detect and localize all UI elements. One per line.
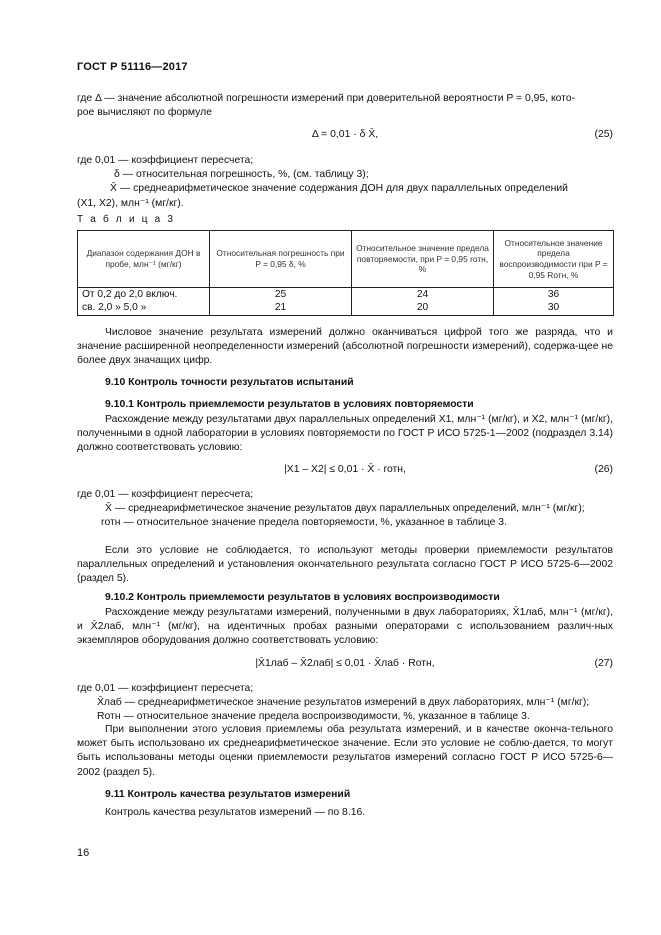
- formula-27-expression: |X̄1лаб – X̄2лаб| ≤ 0,01 · X̄лаб · Rотн,: [255, 658, 435, 669]
- formula-25-expression: Δ = 0,01 · δ X̄,: [311, 129, 379, 140]
- formula-27-number: (27): [594, 658, 613, 669]
- document-header: ГОСТ Р 51116—2017: [77, 61, 188, 73]
- reproducibility-paragraph: Расхождение между результатами измерений, полученными в двух лабораториях, X̄1лаб, млн⁻¹ (мг/кг), и X̄2лаб, млн⁻¹ (мг/кг), на идентичных пробах разными операторами с использованием различ-ных экземпляров оборудования должно соответствовать условию:: [77, 607, 613, 647]
- formula-26-definitions: [77, 488, 613, 531]
- def-lab-mean: X̄лаб — среднеарифметическое значение результатов измерений в двух лабораториях, млн⁻¹ (мг/кг);: [97, 697, 590, 709]
- def-mean-cont: (X1, X2), млн⁻¹ (мг/кг).: [77, 197, 184, 209]
- rounding-paragraph: Числовое значение результата измерений должно оканчиваться цифрой того же разряда, что и значение расширенной неопределенности измерений (абсолютной погрешности измерений), содержа-щее не более двух значащих цифр.: [77, 327, 613, 367]
- table-header-row: [78, 231, 614, 288]
- intro-line-1: где Δ — значение абсолютной погрешности измерений при доверительной вероятности P = 0,95, кото-: [77, 93, 576, 104]
- intro-paragraph: [77, 92, 613, 120]
- section-9-10-1-heading: 9.10.1 Контроль приемлемости результатов в условиях повторяемости: [105, 399, 474, 410]
- page-number: 16: [77, 847, 90, 859]
- formula-26-number: (26): [594, 464, 613, 475]
- def-mean: X̄ — среднеарифметическое значение содержания ДОН для двух параллельных определений: [110, 183, 568, 195]
- section-9-11-heading: 9.11 Контроль качества результатов измерений: [105, 789, 351, 800]
- quality-control-paragraph: Контроль качества результатов измерений — по 8.16.: [105, 807, 366, 818]
- section-9-10-2-heading: 9.10.2 Контроль приемлемости результатов в условиях воспроизводимости: [105, 592, 500, 603]
- table-cell-repeatability: 24 20: [352, 288, 494, 316]
- table-header-repeatability: Относительное значение предела повторяемости, при P = 0,95 rотн, %: [352, 231, 494, 288]
- def-coefficient: где 0,01 — коэффициент пересчета;: [77, 489, 254, 500]
- table-cell-reproducibility: 36 30: [494, 288, 614, 316]
- table-header-range: Диапазон содержания ДОН в пробе, млн⁻¹ (мг/кг): [78, 231, 210, 288]
- table-row: [78, 288, 614, 316]
- def-repeatability-limit: rотн — относительное значение предела повторяемости, %, указанное в таблице 3.: [101, 517, 507, 529]
- def-mean: X̄ — среднеарифметическое значение результатов двух параллельных определений, млн⁻¹ (мг/кг);: [105, 503, 585, 515]
- repeatability-failure-paragraph: Если это условие не соблюдается, то используют методы проверки приемлемости результатов параллельных определений и установления окончательного результата согласно ГОСТ Р ИСО 5725-6—2002 (раздел 5).: [77, 545, 613, 585]
- repeatability-paragraph: Расхождение между результатами двух параллельных определений X1, млн⁻¹ (мг/кг), и X2, млн⁻¹ (мг/кг), полученными в одной лаборатории в условиях повторяемости по ГОСТ Р ИСО 5725-1—2002 (подраздел 3.14) должно соответствовать условию:: [77, 414, 613, 454]
- def-reproducibility-limit: Rотн — относительное значение предела воспроизводимости, %, указанное в таблице 3.: [97, 711, 530, 723]
- formula-26-expression: |X1 – X2| ≤ 0,01 · X̄ · rотн,: [284, 464, 406, 475]
- def-delta: δ — относительная погрешность, %, (см. таблицу 3);: [114, 169, 369, 181]
- table-3: [77, 230, 614, 316]
- section-9-10-heading: 9.10 Контроль точности результатов испытаний: [105, 377, 354, 388]
- def-coefficient: где 0,01 — коэффициент пересчета;: [77, 155, 254, 166]
- reproducibility-acceptance-paragraph: При выполнении этого условия приемлемы оба результата измерений, и в качестве оконча-тельного может быть использовано их среднеарифметическое значение. Если это условие не соблю-дается, то могут быть использованы методы оценки приемлемости результатов измерений согласно ГОСТ Р ИСО 5725-6—2002 (раздел 5).: [77, 724, 613, 778]
- table-cell-range: От 0,2 до 2,0 включ. св. 2,0 » 5,0 »: [78, 288, 210, 316]
- table-header-reproducibility: Относительное значение предела воспроизводимости при P = 0,95 Rотн, %: [494, 231, 614, 288]
- intro-line-2: рое вычисляют по формуле: [77, 107, 212, 119]
- table-caption: Т а б л и ц а 3: [77, 214, 176, 225]
- def-coefficient: где 0,01 — коэффициент пересчета;: [77, 683, 254, 694]
- table-header-delta: Относительная погрешность при P = 0,95 δ, %: [210, 231, 352, 288]
- table-cell-delta: 25 21: [210, 288, 352, 316]
- formula-25-definitions: [77, 154, 613, 211]
- formula-25-number: (25): [594, 129, 613, 140]
- formula-27-definitions: [77, 682, 613, 725]
